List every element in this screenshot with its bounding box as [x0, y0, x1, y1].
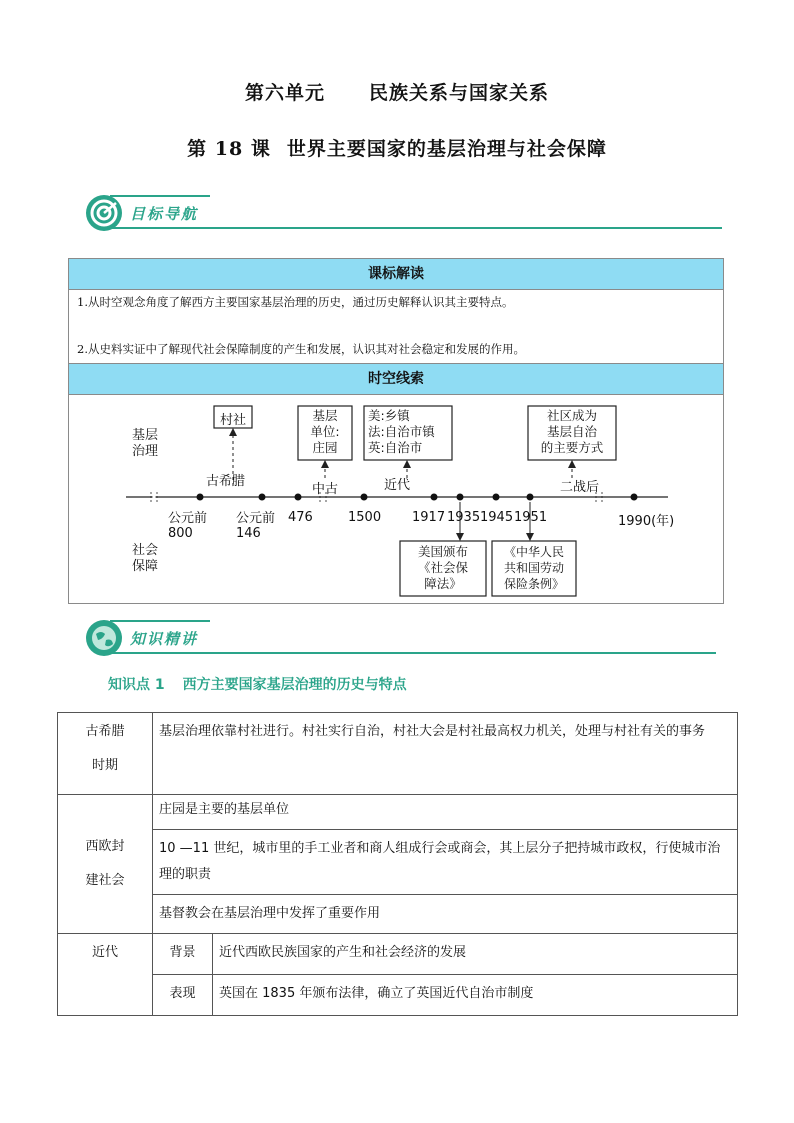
tick-1500: 1500 — [348, 510, 382, 525]
knowledge-table — [57, 712, 738, 1016]
tick-476: 476 — [288, 510, 313, 525]
feudal-row-2: 10 —11 世纪，城市里的手工业者和商人组成行会或商会，其上层分子把持城市政权，行使城市治理的职责 — [153, 830, 738, 895]
modern-key-1: 背景 — [153, 934, 213, 975]
tick-1917: 1917 — [412, 510, 446, 525]
feudal-row-3: 基督教会在基层治理中发挥了重要作用 — [153, 895, 738, 934]
tick-1951: 1951 — [514, 510, 548, 525]
box-community-text: 社区成为 基层自治 的主要方式 — [540, 408, 604, 455]
feudal-row-1: 庄园是主要的基层单位 — [153, 795, 738, 830]
lesson-name: 世界主要国家的基层治理与社会保障 — [286, 138, 607, 160]
unit-name: 民族关系与国家关系 — [369, 82, 550, 104]
period-modern: 近代 — [384, 478, 411, 493]
tick-1935: 1935 — [447, 510, 481, 525]
box-modern-units-text: 美:乡镇 法:自治市镇 英:自治市 — [368, 408, 435, 455]
timeline-dot — [197, 494, 204, 501]
timeline-dot — [361, 494, 368, 501]
greece-text: 基层治理依靠村社进行。村社实行自治，村社大会是村社最高权力机关，处理与村社有关的事务 — [153, 713, 738, 795]
period-medieval: 中古 — [312, 482, 339, 497]
table-row — [58, 830, 738, 895]
period-cell-modern: 近代 — [58, 934, 153, 1016]
knowledge-point-name: 西方主要国家基层治理的历史与特点 — [182, 677, 407, 693]
table-row — [58, 713, 738, 795]
period-postwar: 二战后 — [560, 480, 600, 495]
timeline-dot — [631, 494, 638, 501]
table-row — [58, 895, 738, 934]
knowledge-label: 知识精讲 — [130, 630, 199, 648]
unit-number: 第六单元 — [244, 82, 325, 104]
box-social-security-act-text: 美国颁布 《社会保 障法》 — [417, 544, 468, 591]
tick-800bc: 公元前 800 — [168, 511, 208, 541]
box-village-text: 村社 — [219, 413, 246, 428]
modern-text-1: 近代西欧民族国家的产生和社会经济的发展 — [213, 934, 738, 975]
tick-146bc: 公元前 146 — [236, 511, 276, 541]
timeline-dot — [431, 494, 438, 501]
curriculum-item-2: 2.从史料实证中了解现代社会保障制度的产生和发展，认识其对社会稳定和发展的作用。 — [77, 342, 525, 356]
globe-icon — [86, 620, 122, 656]
timeline-dot — [259, 494, 266, 501]
curriculum-item-1: 1.从时空观念角度了解西方主要国家基层治理的历史，通过历史解释认识其主要特点。 — [77, 295, 514, 309]
period-greece: 古希腊 — [206, 474, 246, 489]
timeline-dot — [527, 494, 534, 501]
knowledge-point-num: 知识点 1 — [108, 677, 165, 693]
box-manor-text: 基层 单位: 庄园 — [310, 408, 340, 455]
timeline-band: 时空线索 — [69, 363, 723, 395]
tick-1945: 1945 — [480, 510, 514, 525]
knowledge-header — [86, 620, 726, 656]
box-labor-insurance-text: 《中华人民 共和国劳动 保险条例》 — [503, 545, 564, 591]
period-cell-feudal: 西欧封 建社会 — [58, 795, 153, 934]
tick-1990: 1990(年) — [618, 514, 675, 529]
lesson-number: 第 18 课 — [187, 138, 271, 160]
row-label-governance: 基层 治理 — [132, 428, 159, 459]
table-row — [58, 934, 738, 975]
curriculum-band: 课标解读 — [69, 259, 723, 290]
timeline-dot — [457, 494, 464, 501]
modern-key-2: 表现 — [153, 975, 213, 1016]
period-cell-greece: 古希腊 时期 — [58, 713, 153, 795]
table-row — [58, 795, 738, 830]
goal-nav-label: 目标导航 — [130, 205, 199, 223]
table-row — [58, 975, 738, 1016]
timeline-dot — [295, 494, 302, 501]
timeline-dot — [493, 494, 500, 501]
row-label-social-security: 社会 保障 — [132, 543, 159, 574]
knowledge-point-title — [108, 674, 407, 694]
modern-text-2: 英国在 1835 年颁布法律，确立了英国近代自治市制度 — [213, 975, 738, 1016]
